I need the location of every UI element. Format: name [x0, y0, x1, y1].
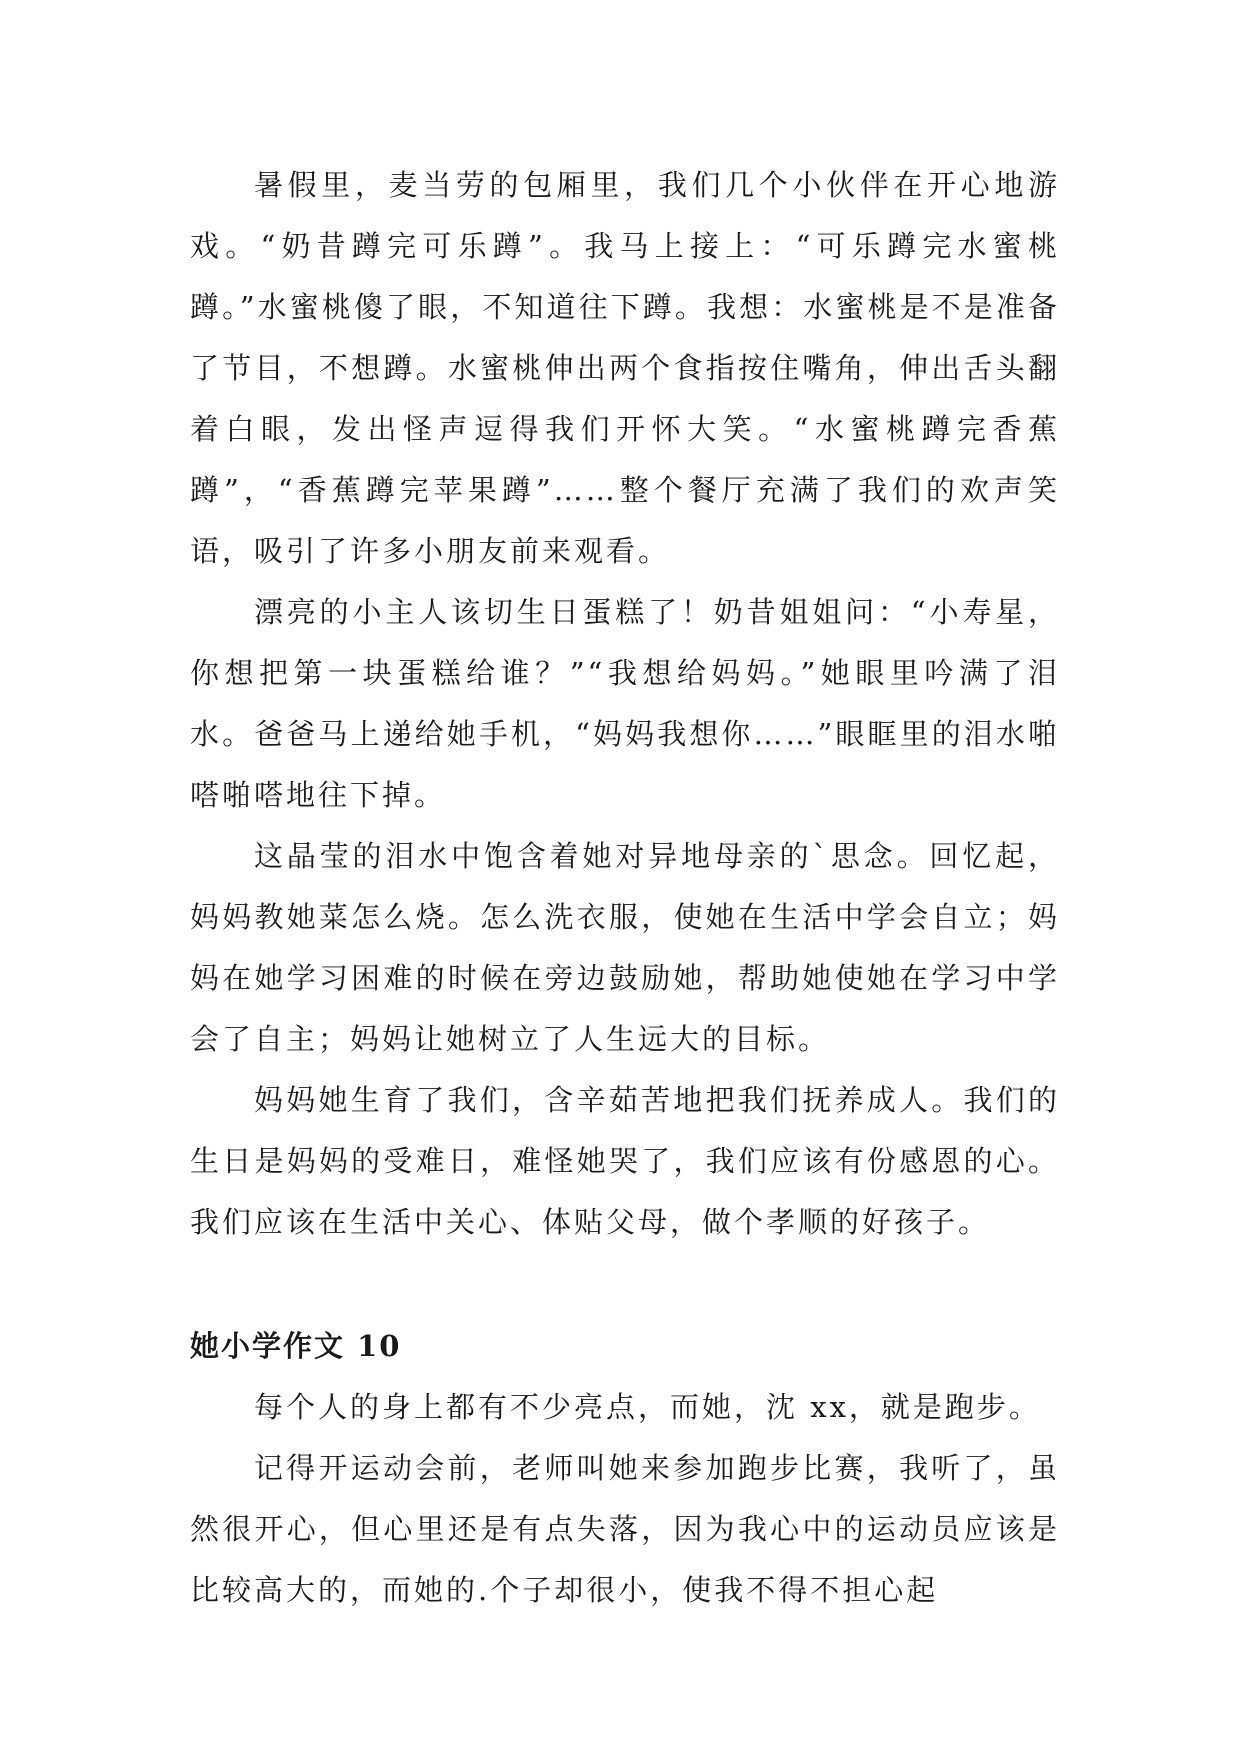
paragraph-2: 漂亮的小主人该切生日蛋糕了！奶昔姐姐问：“小寿星，你想把第一块蛋糕给谁？”“我想给妈妈。”她眼里吟满了泪水。爸爸马上递给她手机，“妈妈我想你……”眼眶里的泪水啪嗒啪嗒地往下掉。 [190, 595, 1060, 812]
document-page [190, 155, 1060, 1621]
paragraph-5: 每个人的身上都有不少亮点，而她，沈 xx，就是跑步。 [254, 1390, 1041, 1424]
paragraph-6: 记得开运动会前，老师叫她来参加跑步比赛，我听了，虽然很开心，但心里还是有点失落，因为我心中的运动员应该是比较高大的，而她的.个子却很小，使我不得不担心起 [190, 1451, 1060, 1607]
paragraph-1: 暑假里，麦当劳的包厢里，我们几个小伙伴在开心地游戏。“奶昔蹲完可乐蹲”。我马上接上：“可乐蹲完水蜜桃蹲。”水蜜桃傻了眼，不知道往下蹲。我想：水蜜桃是不是准备了节目，不想蹲。水蜜桃伸出两个食指按住嘴角，伸出舌头翻着白眼，发出怪声逗得我们开怀大笑。“水蜜桃蹲完香蕉蹲”，“香蕉蹲完苹果蹲”……整个餐厅充满了我们的欢声笑语，吸引了许多小朋友前来观看。 [190, 168, 1060, 568]
paragraph-3: 这晶莹的泪水中饱含着她对异地母亲的`思念。回忆起，妈妈教她菜怎么烧。怎么洗衣服，使她在生活中学会自立；妈妈在她学习困难的时候在旁边鼓励她，帮助她使她在学习中学会了自主；妈妈让她树立了人生远大的目标。 [190, 839, 1060, 1056]
paragraph-4: 妈妈她生育了我们，含辛茹苦地把我们抚养成人。我们的生日是妈妈的受难日，难怪她哭了，我们应该有份感恩的心。我们应该在生活中关心、体贴父母，做个孝顺的好孩子。 [190, 1083, 1060, 1239]
section-title: 她小学作文 10 [190, 1329, 402, 1363]
